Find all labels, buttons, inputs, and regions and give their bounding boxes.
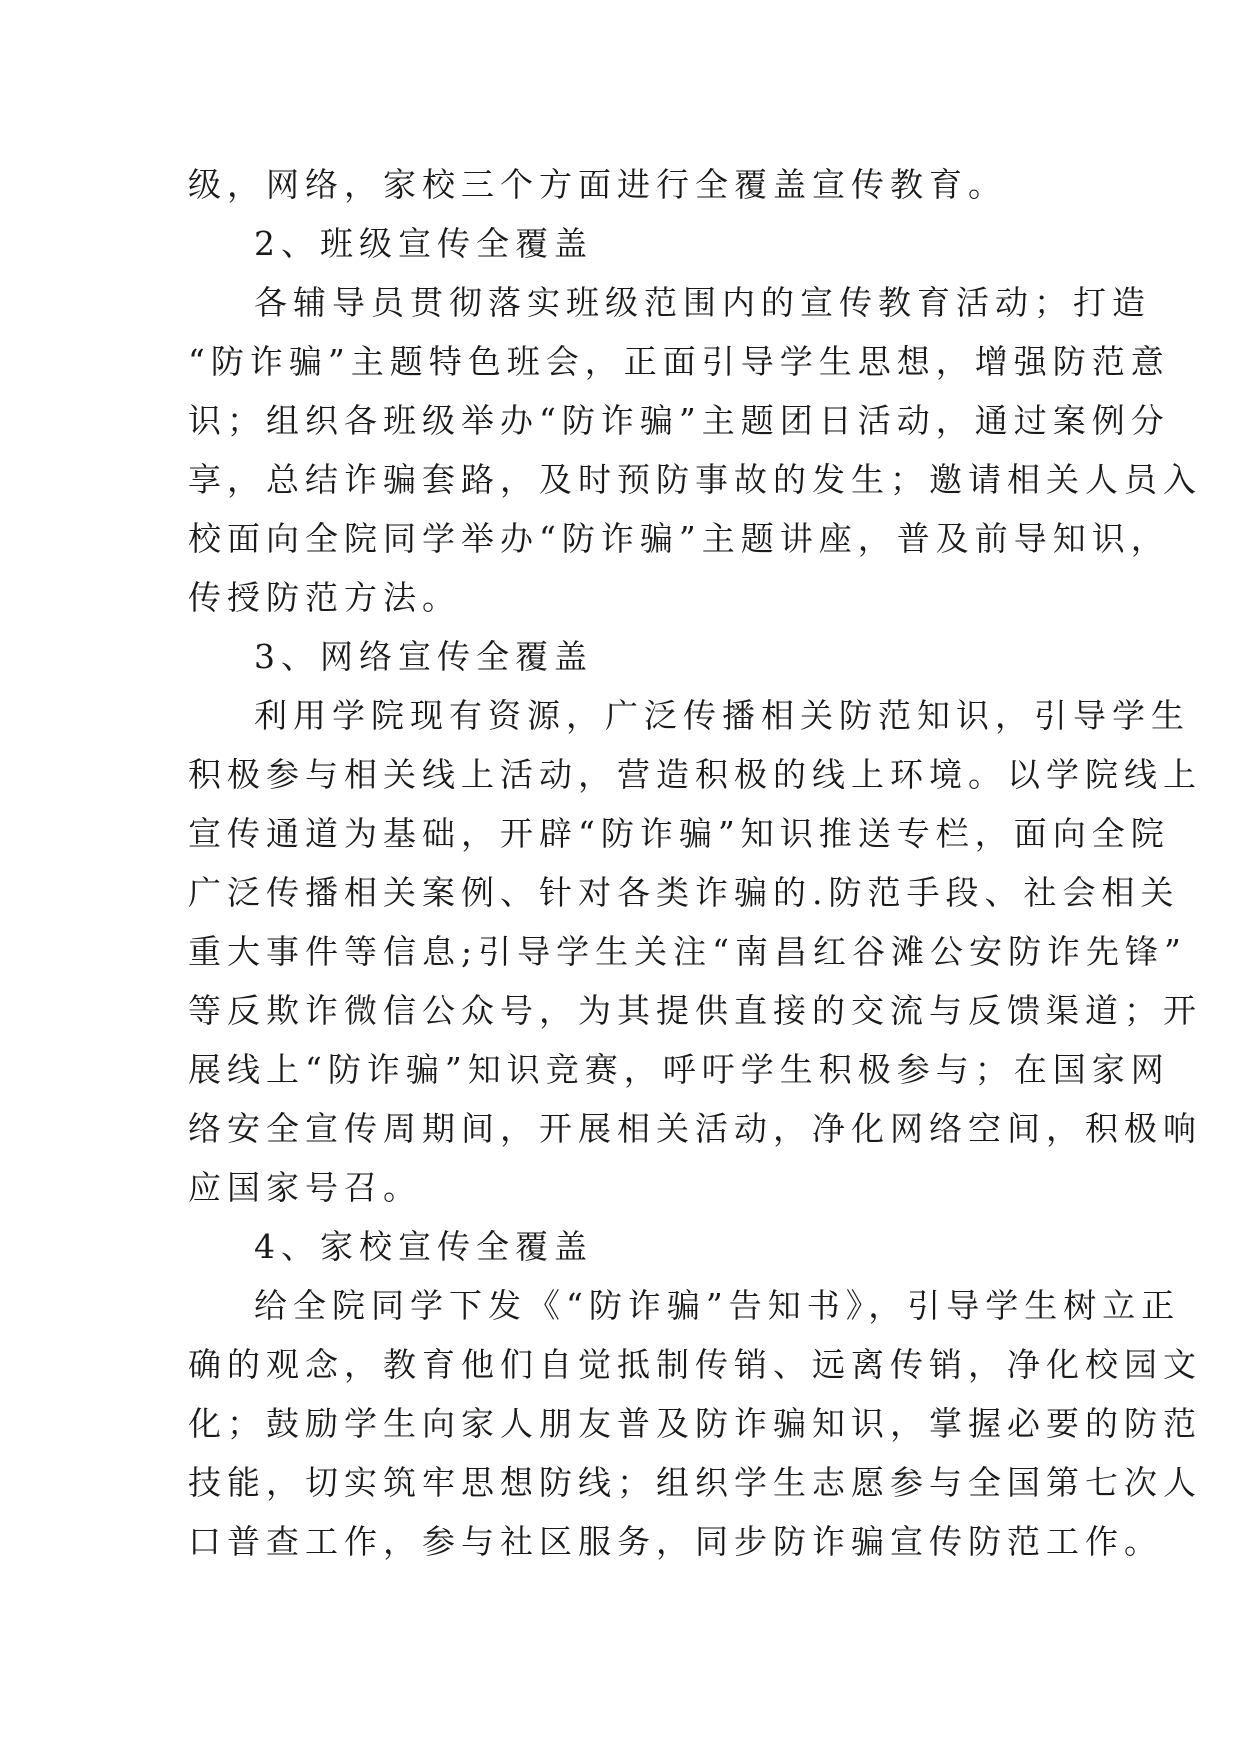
text-line: 络安全宣传周期间，开展相关活动，净化网络空间，积极响 [188, 1109, 1202, 1148]
text-line: 级，网络，家校三个方面进行全覆盖宣传教育。 [188, 165, 1007, 204]
text-line: 利用学院现有资源，广泛传播相关防范知识，引导学生 [254, 696, 1190, 735]
body-text [188, 155, 1202, 1571]
section-heading: 2、班级宣传全覆盖 [254, 224, 593, 263]
text-line: 各辅导员贯彻落实班级范围内的宣传教育活动；打造 [254, 283, 1151, 322]
text-line: 等反欺诈微信公众号，为其提供直接的交流与反馈渠道；开 [188, 991, 1202, 1030]
text-line: 给全院同学下发《“防诈骗”告知书》，引导学生树立正 [254, 1286, 1181, 1325]
text-line: 积极参与相关线上活动，营造积极的线上环境。以学院线上 [188, 755, 1202, 794]
text-line: 广泛传播相关案例、针对各类诈骗的.防范手段、社会相关 [188, 873, 1180, 912]
text-line: 口普查工作，参与社区服务，同步防诈骗宣传防范工作。 [188, 1522, 1163, 1561]
text-line: 校面向全院同学举办“防诈骗”主题讲座，普及前导知识， [188, 519, 1170, 558]
text-line: 应国家号召。 [188, 1168, 422, 1207]
section-heading: 4、家校宣传全覆盖 [254, 1227, 593, 1266]
text-line: 展线上“防诈骗”知识竞赛，呼吁学生积极参与；在国家网 [188, 1050, 1170, 1089]
text-line: 宣传通道为基础，开辟“防诈骗”知识推送专栏，面向全院 [188, 814, 1170, 853]
text-line: 享，总结诈骗套路，及时预防事故的发生；邀请相关人员入 [188, 460, 1202, 499]
text-line: “防诈骗”主题特色班会，正面引导学生思想，增强防范意 [188, 342, 1170, 381]
text-line: 重大事件等信息;引导学生关注“南昌红谷滩公安防诈先锋” [188, 932, 1187, 971]
section-heading: 3、网络宣传全覆盖 [254, 637, 593, 676]
text-line: 技能，切实筑牢思想防线；组织学生志愿参与全国第七次人 [188, 1463, 1202, 1502]
text-line: 确的观念，教育他们自觉抵制传销、远离传销，净化校园文 [188, 1345, 1202, 1384]
text-line: 识；组织各班级举办“防诈骗”主题团日活动，通过案例分 [188, 401, 1170, 440]
text-line: 化；鼓励学生向家人朋友普及防诈骗知识，掌握必要的防范 [188, 1404, 1202, 1443]
text-line: 传授防范方法。 [188, 578, 461, 617]
